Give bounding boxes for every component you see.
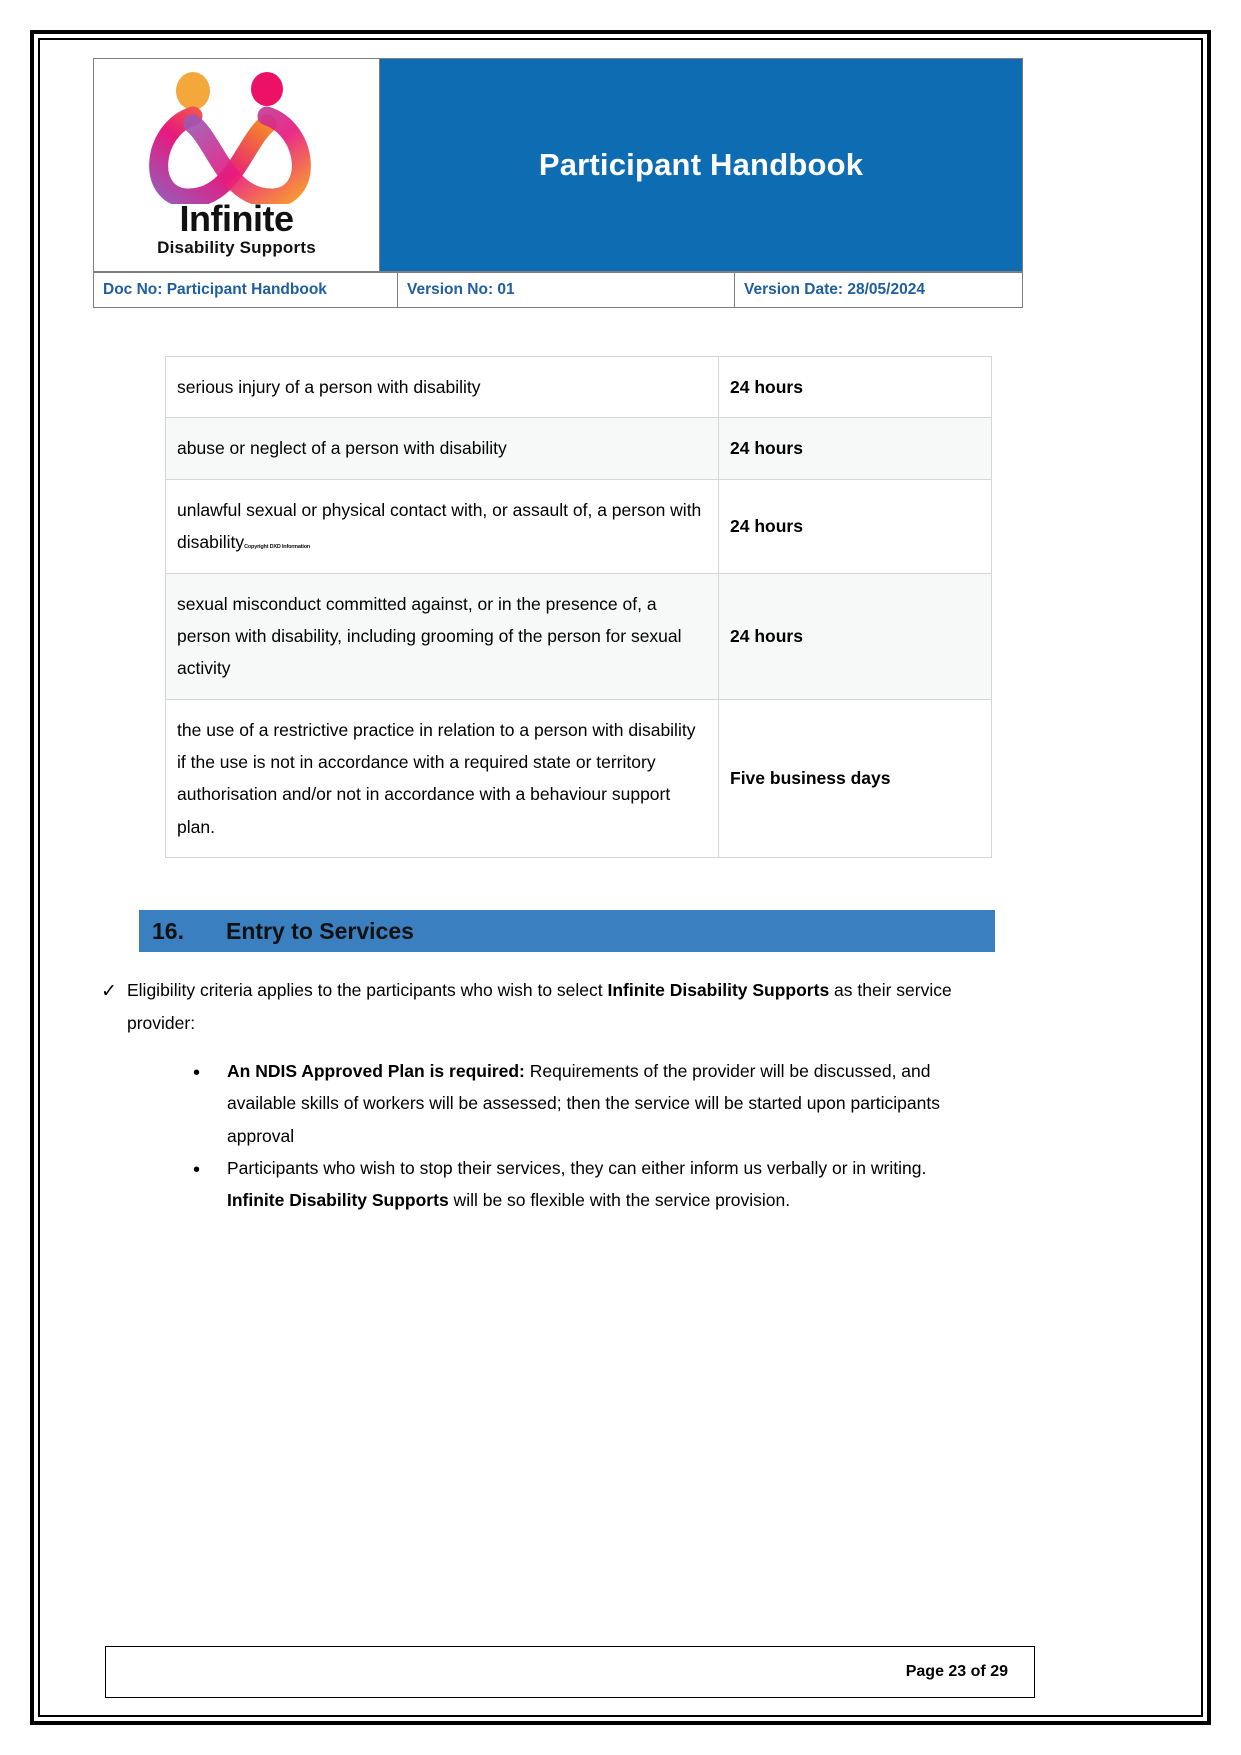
table-row (166, 418, 992, 479)
table-row (166, 357, 992, 418)
version-no-cell: Version No: 01 (398, 273, 735, 308)
bullet-icon: • (193, 1159, 201, 1181)
bullet-tail-text: will be so flexible with the service provision. (448, 1190, 791, 1211)
section-number: 16. (152, 917, 184, 944)
bullet-bold-brand: Infinite Disability Supports (227, 1190, 449, 1211)
bullet-bold-lead: An NDIS Approved Plan is required: (227, 1060, 525, 1081)
incident-table-wrap (93, 356, 1023, 858)
bullet-icon: • (193, 1061, 201, 1084)
list-item (93, 974, 1023, 1039)
table-row (166, 573, 992, 699)
header-logo-cell (94, 59, 380, 272)
infinity-logo-icon (137, 72, 337, 204)
page-number-label: Page 23 of 29 (905, 1663, 1008, 1680)
intro-part-1: Eligibility criteria applies to the participants who wish to select (127, 980, 608, 1001)
table-row (166, 479, 992, 573)
watermark-note: Copyright DXD Information (244, 544, 311, 551)
bullet-text (227, 1152, 983, 1217)
version-date-cell: Version Date: 28/05/2024 (735, 273, 1023, 308)
list-item (193, 1152, 983, 1217)
logo-wordmark: Infinite (179, 198, 294, 240)
incident-description-cell: sexual misconduct committed against, or in the presence of, a person with disability, including grooming of the person for sexual activity (166, 573, 719, 699)
bullet-text (227, 1055, 983, 1152)
logo-subtitle: Disability Supports (157, 237, 316, 257)
doc-no-cell: Doc No: Participant Handbook (94, 273, 398, 308)
incident-description-text: unlawful sexual or physical contact with, or assault of, a person with disability (177, 499, 702, 553)
section-heading-bar (139, 910, 995, 952)
header-title-cell (380, 59, 1023, 272)
incident-timeframe-cell: 24 hours (719, 418, 992, 479)
incident-description-cell (166, 479, 719, 573)
incident-timeframe-cell: 24 hours (719, 573, 992, 699)
entry-to-services-content (93, 974, 1023, 1217)
list-item (193, 1055, 983, 1152)
incident-timeframe-cell: Five business days (719, 699, 992, 858)
eligibility-intro-text (127, 974, 993, 1039)
bullet-body-text: Requirements of the provider will be discussed, and available skills of workers will be assessed; then the service will be started upon participants approval (227, 1060, 940, 1146)
page-content (93, 58, 1023, 1698)
intro-bold-brand: Infinite Disability Supports (607, 980, 830, 1001)
page-footer (105, 1646, 1035, 1698)
incident-description-cell: abuse or neglect of a person with disability (166, 418, 719, 479)
incident-description-cell: serious injury of a person with disability (166, 357, 719, 418)
incident-reporting-table (165, 356, 992, 858)
incident-timeframe-cell: 24 hours (719, 357, 992, 418)
intro-part-2: as their service provider: (127, 980, 952, 1033)
logo-wrap (94, 59, 379, 271)
checkmark-icon: ✓ (101, 981, 117, 1003)
table-row (166, 699, 992, 858)
section-title: Entry to Services (225, 917, 414, 944)
incident-timeframe-cell: 24 hours (719, 479, 992, 573)
incident-description-cell: the use of a restrictive practice in relation to a person with disability if the use is not in accordance with a required state or territory authorisation and/or not in accordance with a behaviour support plan. (166, 699, 719, 858)
document-header-table (93, 58, 1023, 272)
bullet-lead-text: Participants who wish to stop their services, they can either inform us verbally or in writing. (227, 1158, 927, 1178)
document-title: Participant Handbook (538, 147, 864, 182)
eligibility-bullet-list (193, 1055, 983, 1217)
document-info-table (93, 272, 1023, 308)
